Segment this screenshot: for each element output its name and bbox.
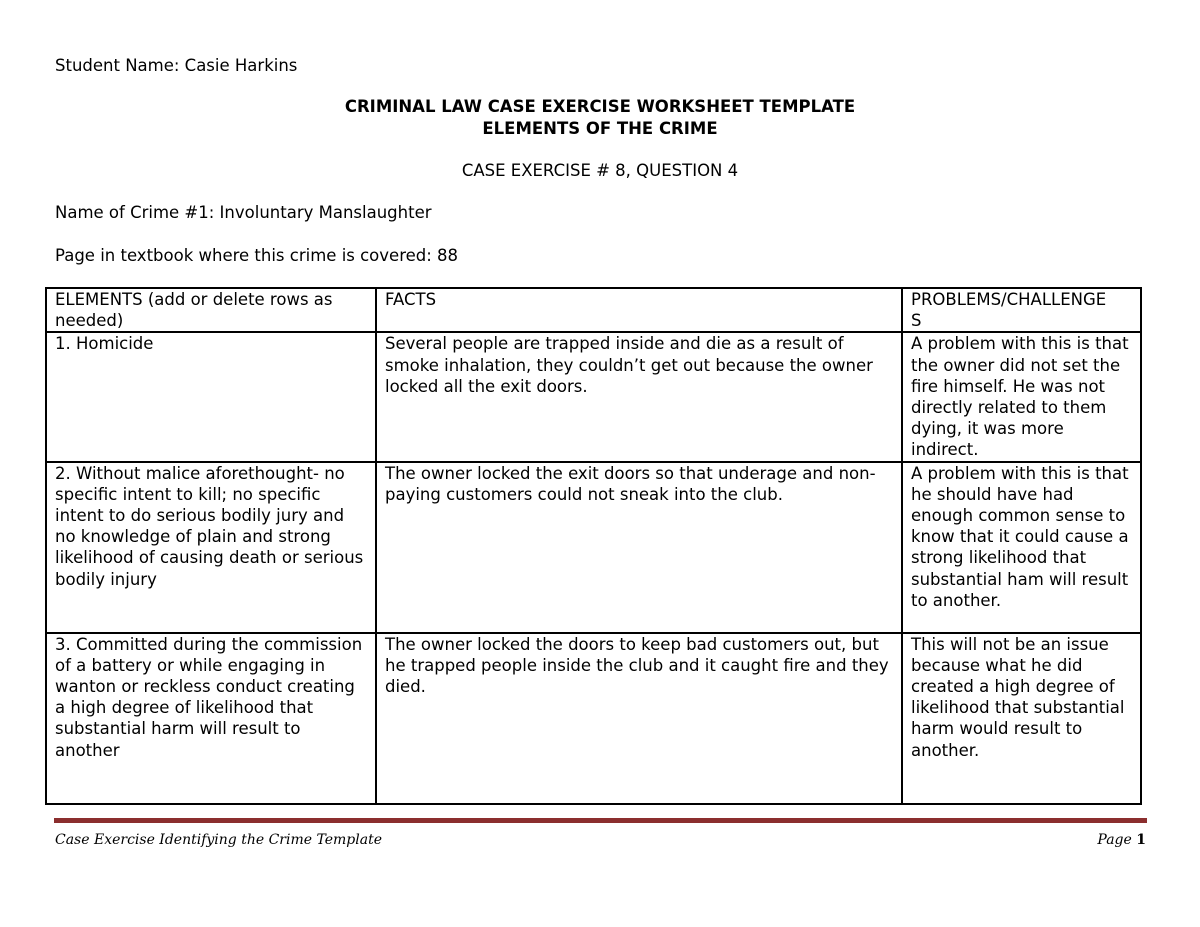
- table-header-row: [46, 288, 1141, 332]
- facts-cell: The owner locked the doors to keep bad customers out, but he trapped people inside the club and it caught fire and they died.: [376, 633, 902, 804]
- header-facts: FACTS: [376, 288, 902, 332]
- facts-cell: The owner locked the exit doors so that underage and non-paying customers could not sneak into the club.: [376, 462, 902, 633]
- student-name: Student Name: Casie Harkins: [55, 56, 298, 75]
- header-elements: ELEMENTS (add or delete rows as needed): [46, 288, 376, 332]
- elements-table: [45, 287, 1142, 805]
- facts-cell: Several people are trapped inside and die as a result of smoke inhalation, they couldn’t get out because the owner locked all the exit doors.: [376, 332, 902, 461]
- crime-name: Name of Crime #1: Involuntary Manslaughter: [55, 203, 432, 222]
- page-number: 1: [1136, 832, 1146, 848]
- worksheet-subtitle: ELEMENTS OF THE CRIME: [482, 119, 718, 138]
- worksheet-title: CRIMINAL LAW CASE EXERCISE WORKSHEET TEMPLATE: [344, 97, 856, 116]
- footer-page-number: [1097, 832, 1146, 848]
- table-row: [46, 633, 1141, 804]
- problems-cell: A problem with this is that the owner did not set the fire himself. He was not directly related to them dying, it was more indirect.: [902, 332, 1141, 461]
- footer-divider: [54, 818, 1147, 823]
- problems-cell: A problem with this is that he should have had enough common sense to know that it could cause a strong likelihood that substantial ham will result to another.: [902, 462, 1141, 633]
- textbook-page: Page in textbook where this crime is covered: 88: [55, 246, 459, 265]
- table-row: [46, 332, 1141, 461]
- case-exercise-label: CASE EXERCISE # 8, QUESTION 4: [461, 161, 739, 180]
- page-label: Page: [1097, 832, 1132, 848]
- problems-cell: This will not be an issue because what he did created a high degree of likelihood that substantial harm would result to another.: [902, 633, 1141, 804]
- footer-template-name: Case Exercise Identifying the Crime Template: [55, 832, 382, 848]
- element-cell: 3. Committed during the commission of a battery or while engaging in wanton or reckless conduct creating a high degree of likelihood that substantial harm will result to another: [46, 633, 376, 804]
- table-row: [46, 462, 1141, 633]
- element-cell: 2. Without malice aforethought- no specific intent to kill; no specific intent to do serious bodily jury and no knowledge of plain and strong likelihood of causing death or serious bodily injury: [46, 462, 376, 633]
- header-problems: PROBLEMS/CHALLENGE S: [902, 288, 1141, 332]
- element-cell: 1. Homicide: [46, 332, 376, 461]
